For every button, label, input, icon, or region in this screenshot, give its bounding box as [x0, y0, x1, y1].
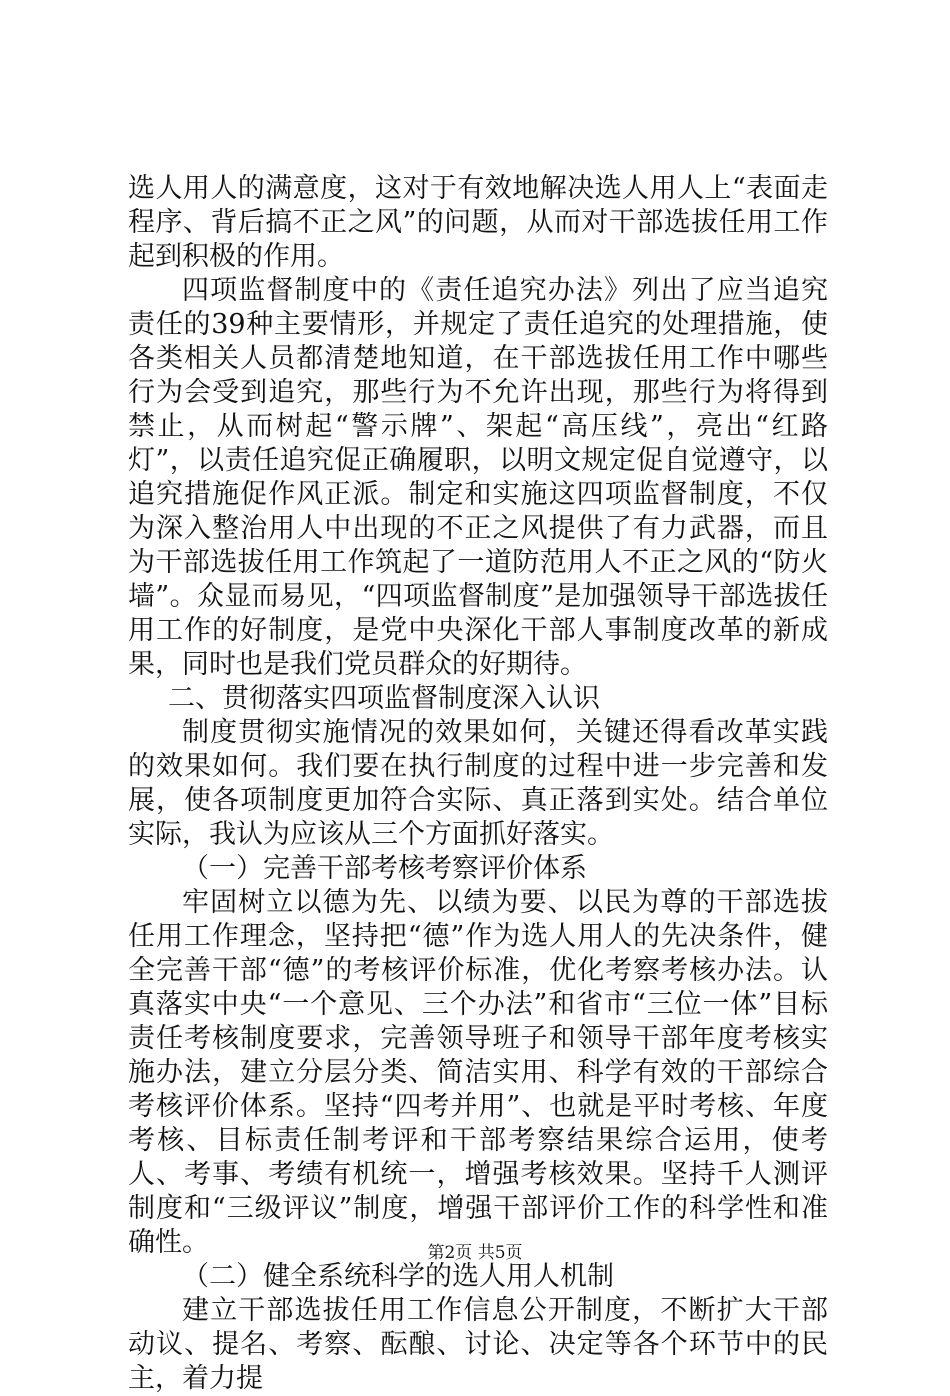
page-footer: 第2页 共5页	[427, 1243, 523, 1263]
subsection-heading-2: （二）健全系统科学的选人用人机制	[182, 1261, 614, 1292]
paragraph-accountability: 四项监督制度中的《责任追究办法》列出了应当追究责任的39种主要情形，并规定了责任追究的处理措施，使各类相关人员都清楚地知道，在干部选拔任用工作中哪些行为会受到追究，那些行为不允许出现，那些行为将得到禁止，从而树起“警示牌”、架起“高压线”，亮出“红路灯”，以责任追究促正确履职，以明文规定促自觉遵守，以追究措施促作风正派。制定和实施这四项监督制度，不仅为深入整治用人中出现的不正之风提供了有力武器，而且为干部选拔任用工作筑起了一道防范用人不正之风的“防火墙”。众显而易见，“四项监督制度”是加强领导干部选拔任用工作的好制度，是党中央深化干部人事制度改革的新成果，同时也是我们党员群众的好期待。	[128, 275, 828, 680]
paragraph-continuation: 选人用人的满意度，这对于有效地解决选人用人上“表面走程序、背后搞不正之风”的问题，从而对干部选拔任用工作起到积极的作用。	[128, 173, 828, 272]
body-text	[128, 172, 828, 1396]
section-heading-2: 二、贯彻落实四项监督制度深入认识	[168, 683, 600, 714]
paragraph-evaluation-system: 牢固树立以德为先、以绩为要、以民为尊的干部选拔任用工作理念，坚持把“德”作为选人用人的先决条件，健全完善干部“德”的考核评价标准，优化考察考核办法。认真落实中央“一个意见、三个办法”和省市“三位一体”目标责任考核制度要求，完善领导班子和领导干部年度考核实施办法，建立分层分类、简洁实用、科学有效的干部综合考核评价体系。坚持“四考并用”、也就是平时考核、年度考核、目标责任制考评和干部考察结果综合运用，使考人、考事、考绩有机统一，增强考核效果。坚持千人测评制度和“三级评议”制度，增强干部评价工作的科学性和准确性。	[128, 887, 828, 1258]
paragraph-selection-mechanism: 建立干部选拔任用工作信息公开制度，不断扩大干部动议、提名、考察、酝酿、讨论、决定等各个环节中的民主，着力提	[128, 1295, 828, 1394]
paragraph-implementation: 制度贯彻实施情况的效果如何，关键还得看改革实践的效果如何。我们要在执行制度的过程中进一步完善和发展，使各项制度更加符合实际、真正落到实处。结合单位实际，我认为应该从三个方面抓好落实。	[128, 717, 828, 850]
subsection-heading-1: （一）完善干部考核考察评价体系	[182, 853, 587, 884]
